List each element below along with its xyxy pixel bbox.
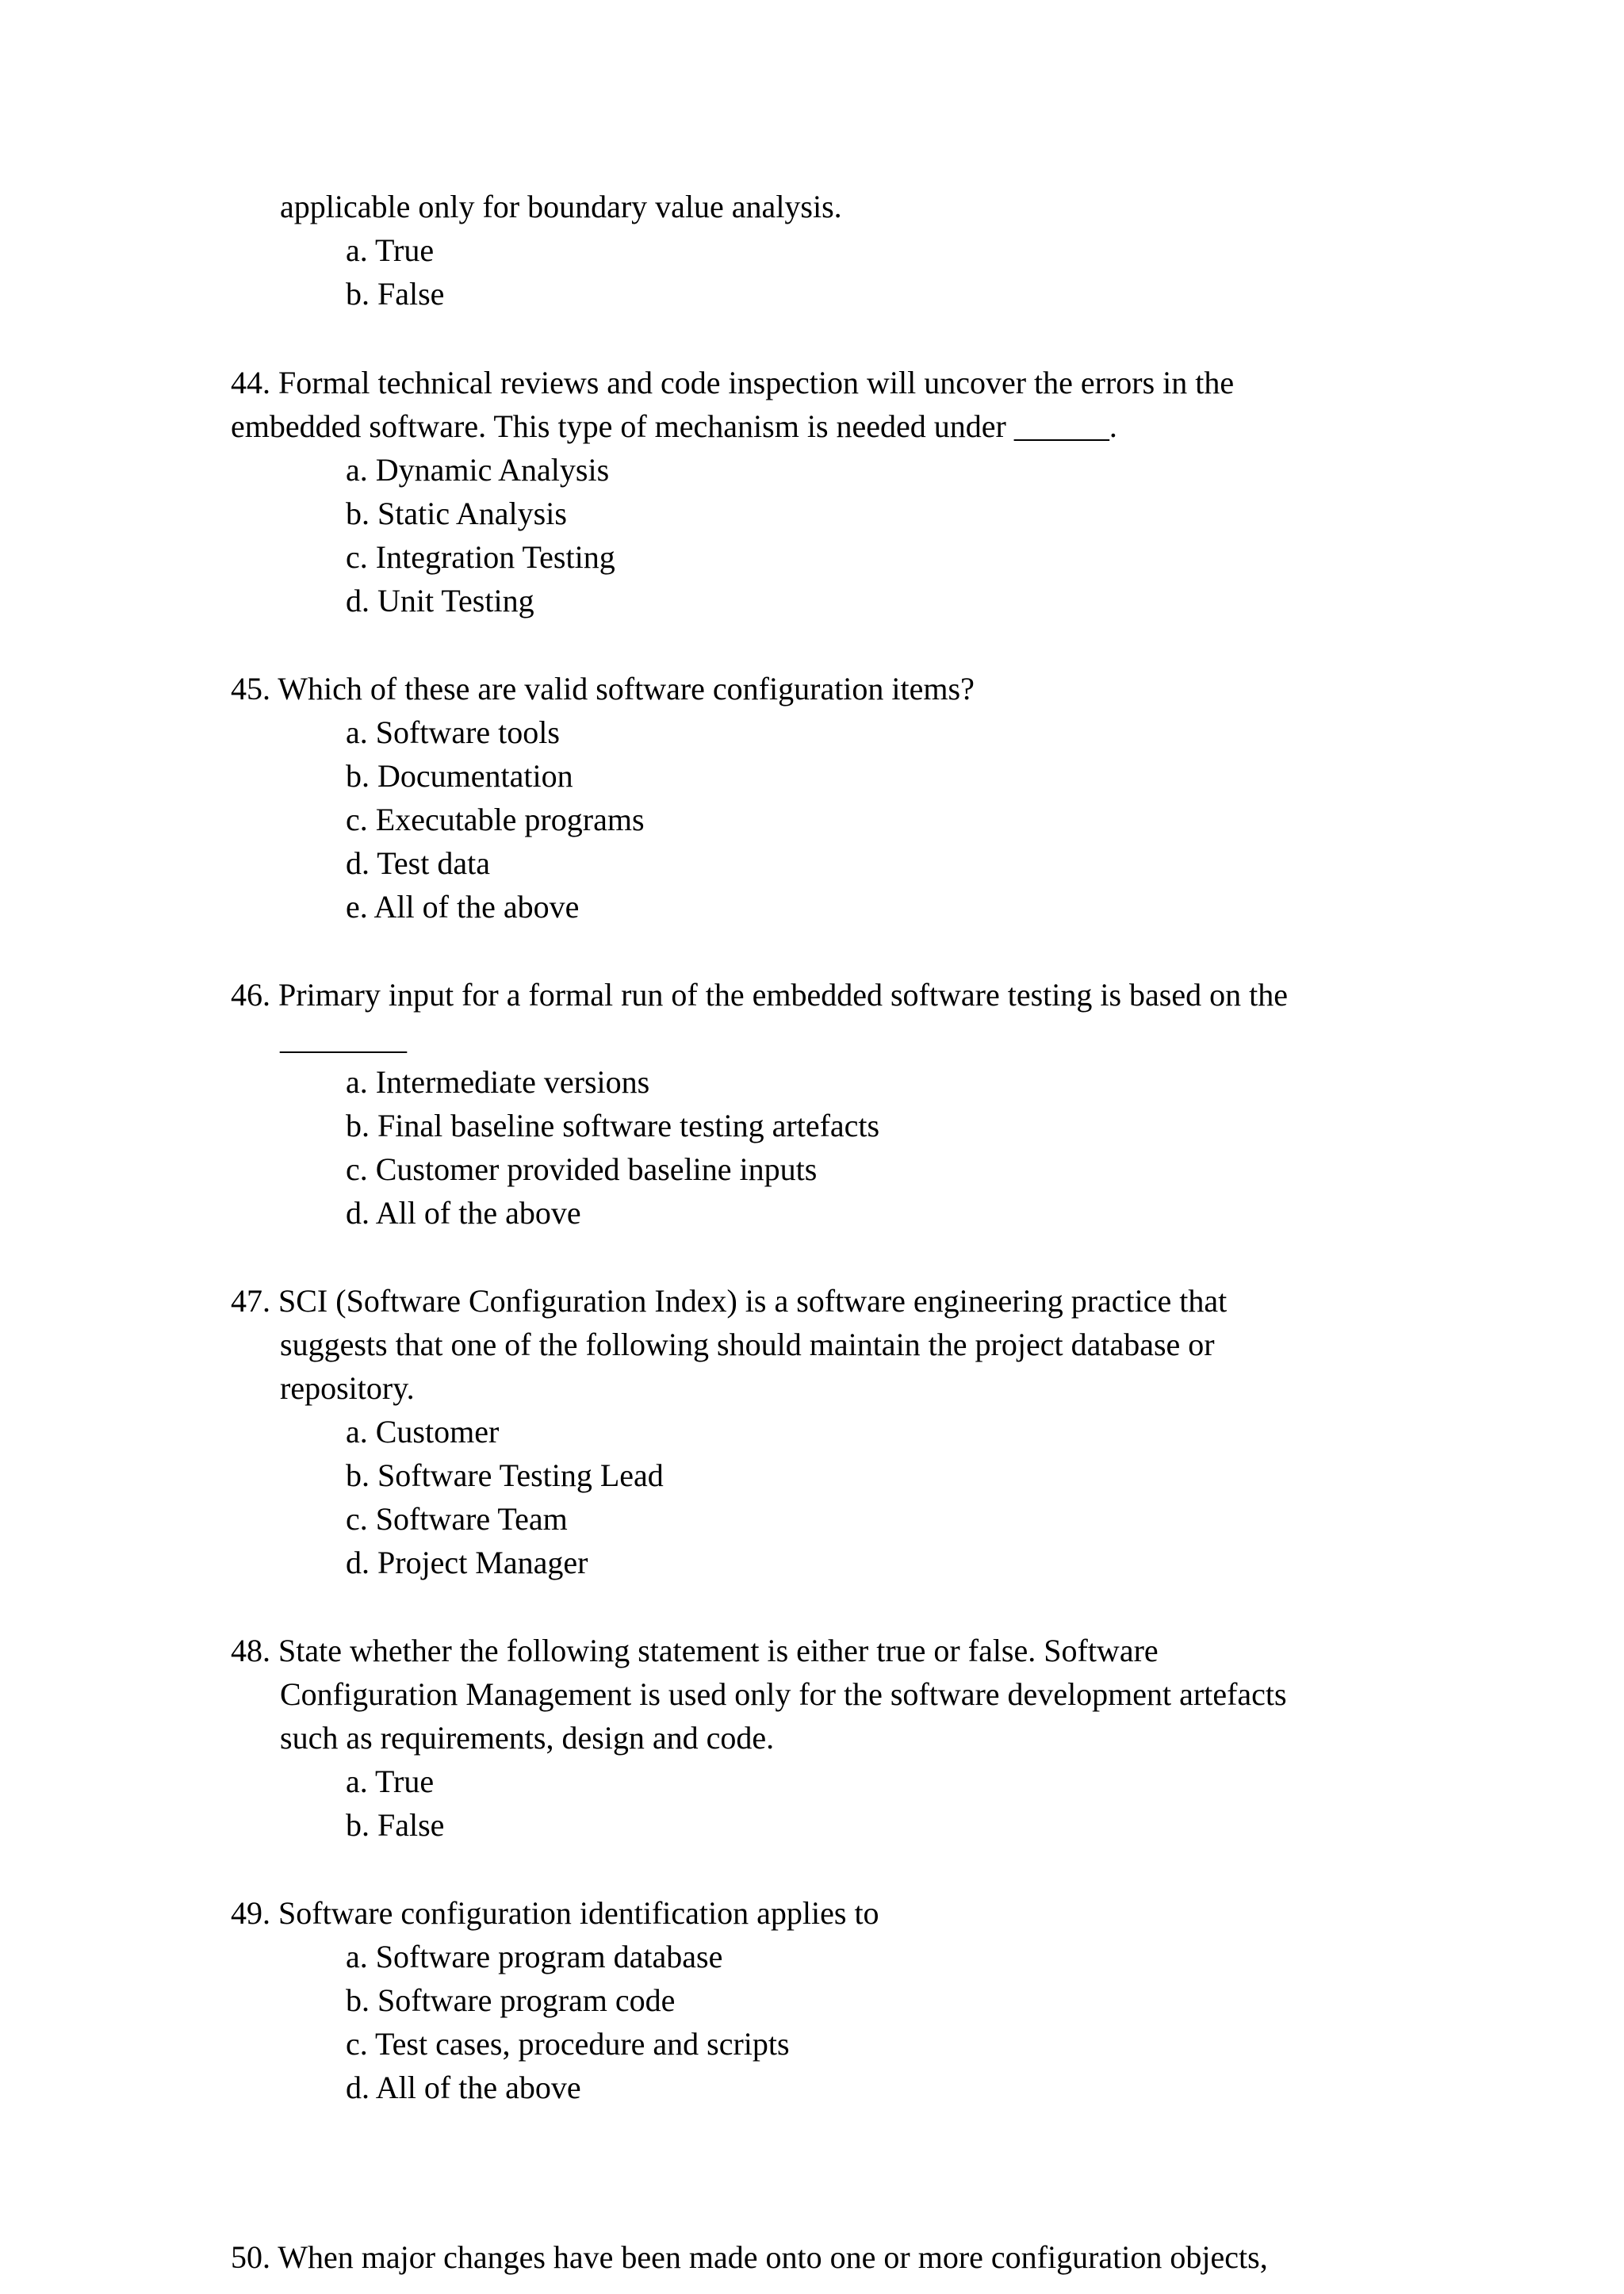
question-47-text-cont-2: repository. — [280, 1370, 415, 1406]
question-46-text: 46. Primary input for a formal run of the embedded software testing is based on the — [231, 977, 1288, 1013]
question-46-option-b: b. Final baseline software testing artefacts — [346, 1108, 880, 1143]
question-47-option-b: b. Software Testing Lead — [346, 1457, 664, 1493]
question-49-option-c: c. Test cases, procedure and scripts — [346, 2026, 790, 2062]
question-45-text: 45. Which of these are valid software configuration items? — [231, 671, 975, 707]
question-47-option-d: d. Project Manager — [346, 1545, 588, 1580]
question-47-option-a: a. Customer — [346, 1414, 500, 1450]
question-44-text-cont: embedded software. This type of mechanism is needed under ______. — [231, 408, 1117, 444]
question-45-option-a: a. Software tools — [346, 714, 560, 750]
question-44-option-a: a. Dynamic Analysis — [346, 452, 610, 488]
question-46-option-a: a. Intermediate versions — [346, 1064, 650, 1100]
question-46-option-d: d. All of the above — [346, 1195, 581, 1231]
question-45-option-b: b. Documentation — [346, 758, 573, 794]
question-44-option-b: b. Static Analysis — [346, 496, 567, 531]
question-47-option-c: c. Software Team — [346, 1501, 568, 1537]
question-47-text: 47. SCI (Software Configuration Index) is a software engineering practice that — [231, 1283, 1228, 1319]
question-45-option-e: e. All of the above — [346, 889, 580, 925]
question-47-text-cont-1: suggests that one of the following should maintain the project database or — [280, 1327, 1215, 1362]
question-49-option-d: d. All of the above — [346, 2070, 581, 2105]
question-46-option-c: c. Customer provided baseline inputs — [346, 1151, 818, 1187]
question-49-text: 49. Software configuration identification applies to — [231, 1895, 879, 1931]
question-44-option-d: d. Unit Testing — [346, 583, 534, 618]
question-48-text-cont-2: such as requirements, design and code. — [280, 1720, 775, 1756]
question-45-option-d: d. Test data — [346, 845, 490, 881]
fragment-option-b: b. False — [346, 276, 445, 312]
question-44-option-c: c. Integration Testing — [346, 539, 615, 575]
fragment-text: applicable only for boundary value analysis. — [280, 189, 842, 224]
question-49-option-b: b. Software program code — [346, 1982, 676, 2018]
question-50-text: 50. When major changes have been made onto one or more configuration objects, — [231, 2239, 1268, 2275]
question-48-option-b: b. False — [346, 1807, 445, 1843]
question-49-option-a: a. Software program database — [346, 1939, 723, 1974]
question-48-text-cont-1: Configuration Management is used only for the software development artefacts — [280, 1676, 1287, 1712]
question-45-option-c: c. Executable programs — [346, 802, 645, 837]
question-44-text: 44. Formal technical reviews and code inspection will uncover the errors in the — [231, 365, 1235, 400]
question-46-blank: ________ — [280, 1021, 407, 1056]
question-48-text: 48. State whether the following statement is either true or false. Software — [231, 1633, 1159, 1668]
fragment-option-a: a. True — [346, 232, 435, 268]
question-48-option-a: a. True — [346, 1764, 435, 1799]
